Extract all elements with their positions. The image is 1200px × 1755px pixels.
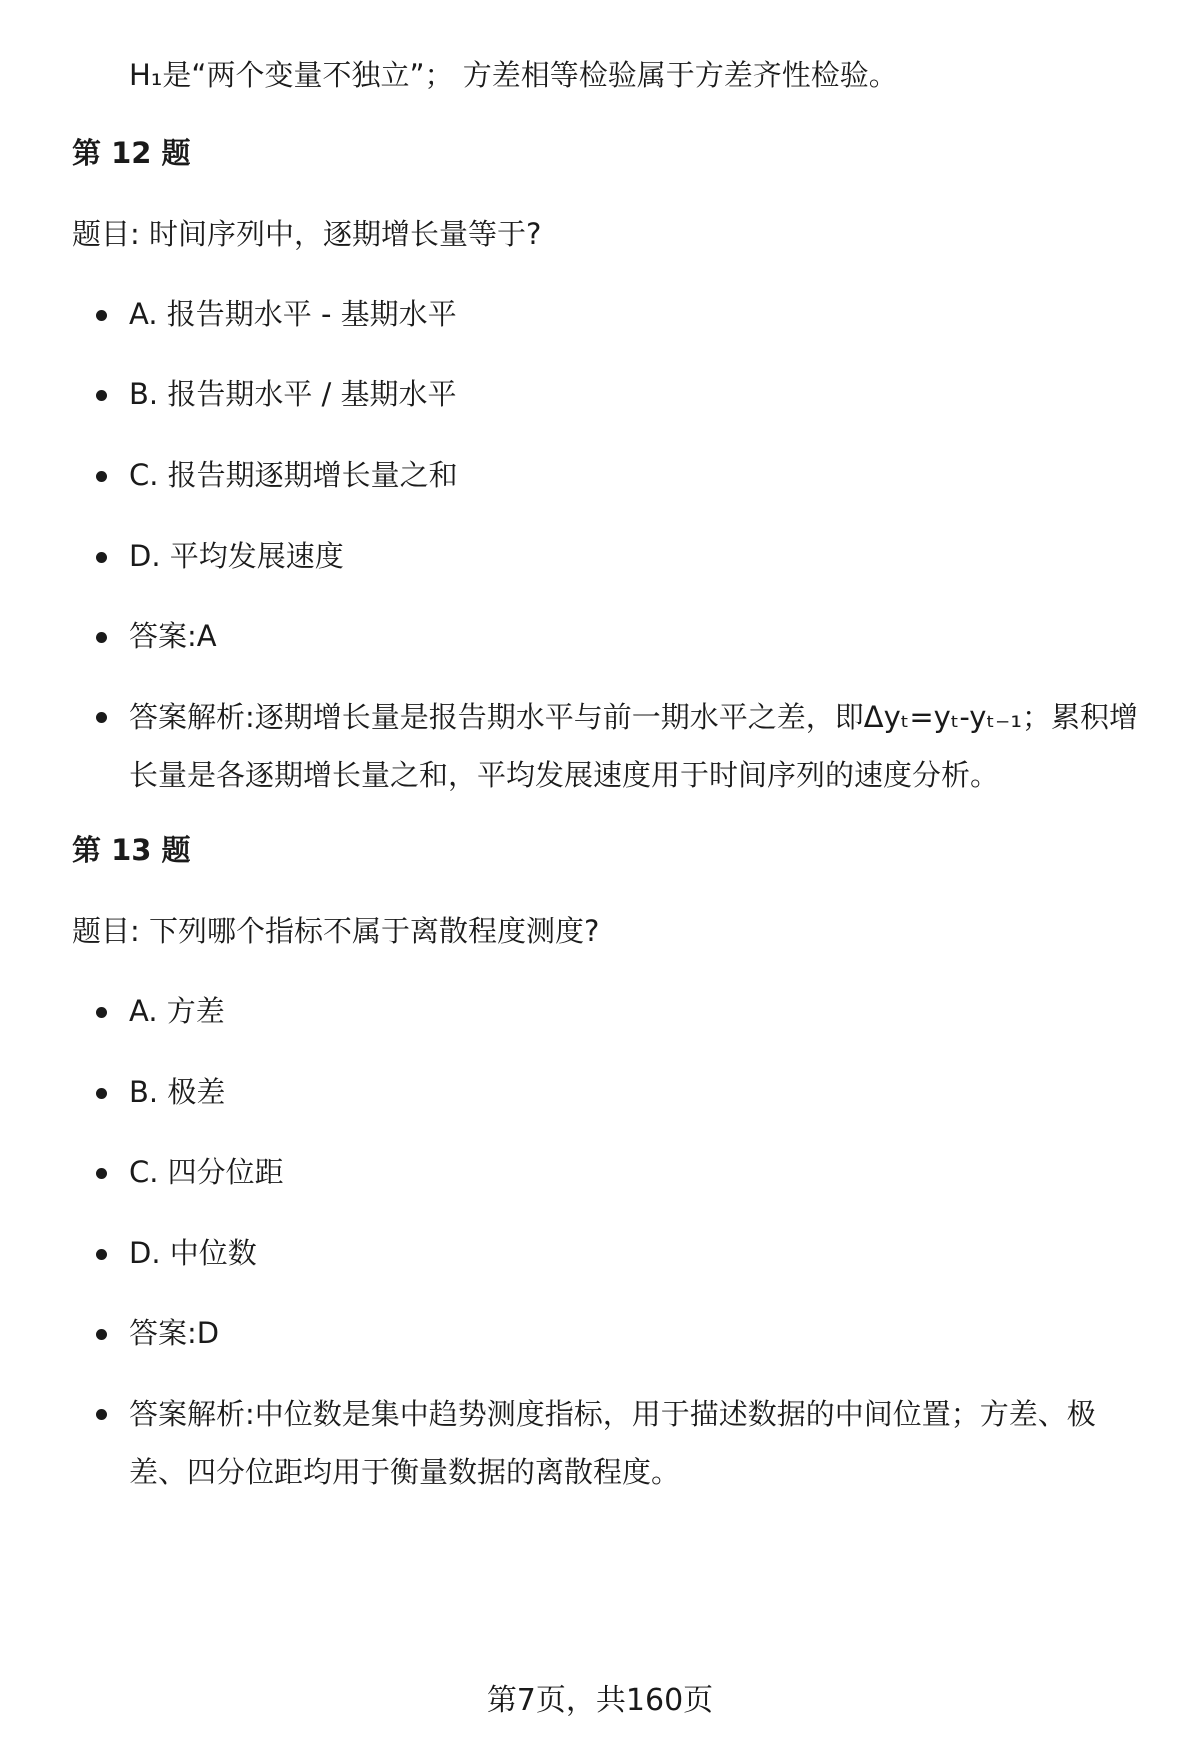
question-12-option-b bbox=[129, 374, 1139, 415]
question-12-stem: 题目: 时间序列中，逐期增长量等于? bbox=[72, 217, 542, 251]
option-text: B. 报告期水平 / 基期水平 bbox=[129, 377, 457, 411]
option-text: C. 四分位距 bbox=[129, 1155, 284, 1189]
page-footer: 第7页，共160页 bbox=[486, 1683, 714, 1718]
question-13-option-c bbox=[129, 1152, 1139, 1193]
question-13-analysis bbox=[129, 1385, 1139, 1501]
bullet-icon bbox=[96, 310, 107, 321]
question-13-option-b bbox=[129, 1072, 1139, 1113]
bullet-icon bbox=[96, 632, 107, 643]
question-12-option-a bbox=[129, 294, 1139, 335]
option-text: A. 报告期水平 - 基期水平 bbox=[129, 297, 457, 331]
bullet-icon bbox=[96, 712, 107, 723]
option-text: D. 平均发展速度 bbox=[129, 539, 344, 573]
question-13-option-d bbox=[129, 1233, 1139, 1274]
answer-text: 答案:A bbox=[129, 619, 217, 653]
question-12-title: 第 12 题 bbox=[72, 136, 191, 170]
question-13-stem: 题目: 下列哪个指标不属于离散程度测度? bbox=[72, 914, 600, 948]
bullet-icon bbox=[96, 390, 107, 401]
analysis-text: 答案解析:逐期增长量是报告期水平与前一期水平之差，即Δyₜ=yₜ-yₜ₋₁；累积增长量是各逐期增长量之和，平均发展速度用于时间序列的速度分析。 bbox=[129, 700, 1138, 792]
bullet-icon bbox=[96, 552, 107, 563]
question-12-option-d bbox=[129, 536, 1139, 577]
continuation-text: H₁是“两个变量不独立”； 方差相等检验属于方差齐性检验。 bbox=[129, 58, 898, 92]
question-13-title: 第 13 题 bbox=[72, 833, 191, 867]
bullet-icon bbox=[96, 1088, 107, 1099]
question-12-answer bbox=[129, 616, 1139, 657]
option-text: D. 中位数 bbox=[129, 1236, 257, 1270]
analysis-text: 答案解析:中位数是集中趋势测度指标，用于描述数据的中间位置；方差、极差、四分位距均用于衡量数据的离散程度。 bbox=[129, 1397, 1096, 1489]
option-text: B. 极差 bbox=[129, 1075, 226, 1109]
bullet-icon bbox=[96, 471, 107, 482]
question-13-answer bbox=[129, 1313, 1139, 1354]
option-text: A. 方差 bbox=[129, 994, 225, 1028]
question-13-option-a bbox=[129, 991, 1139, 1032]
bullet-icon bbox=[96, 1249, 107, 1260]
option-text: C. 报告期逐期增长量之和 bbox=[129, 458, 458, 492]
bullet-icon bbox=[96, 1168, 107, 1179]
question-12-option-c bbox=[129, 455, 1139, 496]
bullet-icon bbox=[96, 1007, 107, 1018]
question-12-analysis bbox=[129, 688, 1139, 804]
bullet-icon bbox=[96, 1409, 107, 1420]
answer-text: 答案:D bbox=[129, 1316, 220, 1350]
bullet-icon bbox=[96, 1329, 107, 1340]
